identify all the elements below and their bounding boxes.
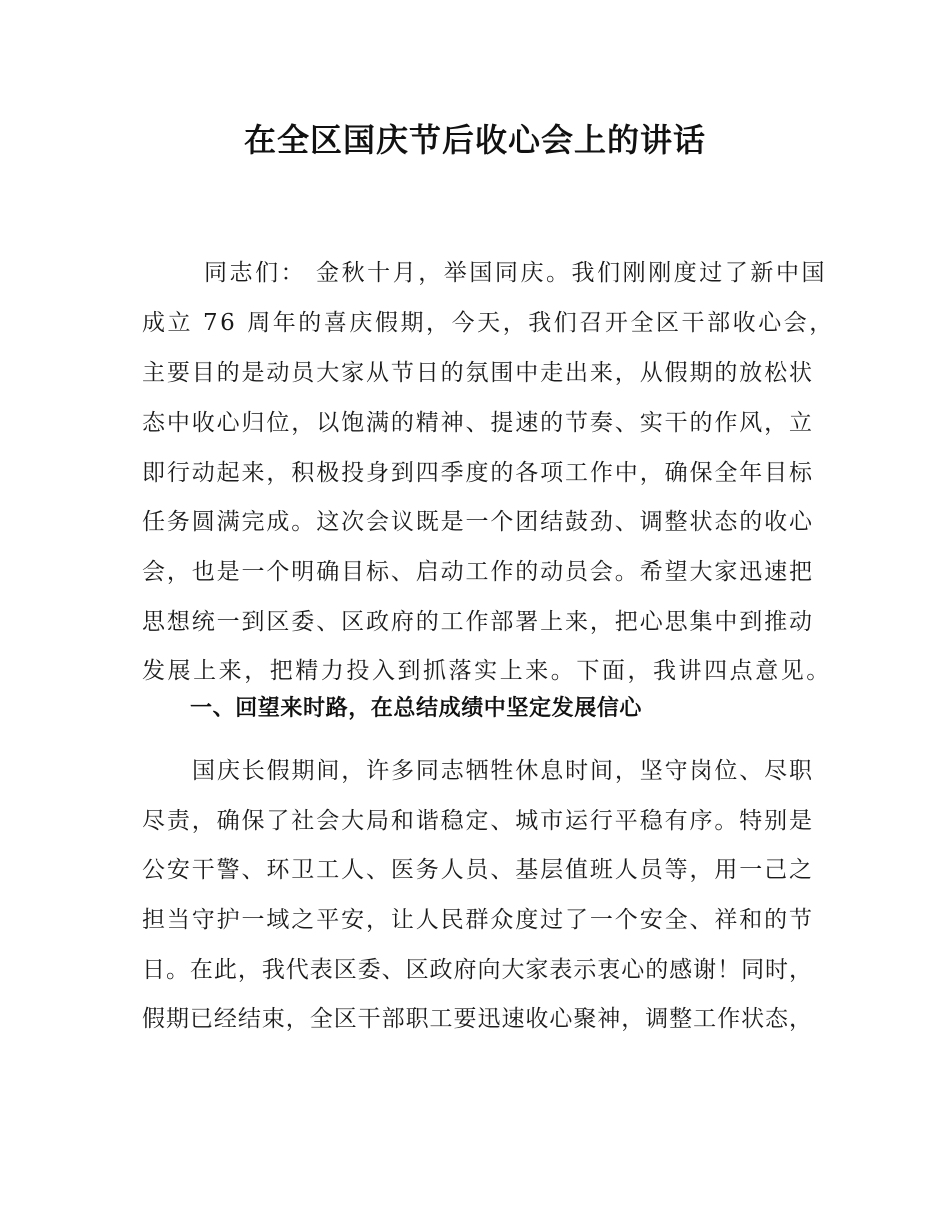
paragraph-line: 即行动起来，积极投身到四季度的各项工作中，确保全年目标 bbox=[142, 460, 812, 486]
paragraph-line: 成立 76 周年的喜庆假期，今天，我们召开全区干部收心会， bbox=[142, 310, 835, 336]
section-heading: 一、回望来时路，在总结成绩中坚定发展信心 bbox=[190, 696, 643, 721]
paragraph-line: 态中收心归位，以饱满的精神、提速的节奏、实干的作风，立 bbox=[142, 410, 812, 436]
paragraph-line: 主要目的是动员大家从节日的氛围中走出来，从假期的放松状 bbox=[142, 360, 812, 386]
paragraph-line: 担当守护一域之平安，让人民群众度过了一个安全、祥和的节 bbox=[142, 907, 812, 933]
paragraph-line: 会，也是一个明确目标、启动工作的动员会。希望大家迅速把 bbox=[142, 559, 812, 585]
paragraph-line: 国庆长假期间，许多同志牺牲休息时间，坚守岗位、尽职 bbox=[192, 758, 812, 784]
paragraph-line: 假期已经结束，全区干部职工要迅速收心聚神，调整工作状态， bbox=[142, 1006, 812, 1032]
paragraph-line: 同志们： 金秋十月，举国同庆。我们刚刚度过了新中国 bbox=[204, 260, 828, 286]
paragraph-line: 思想统一到区委、区政府的工作部署上来，把心思集中到推动 bbox=[142, 609, 812, 635]
paragraph-line: 任务圆满完成。这次会议既是一个团结鼓劲、调整状态的收心 bbox=[142, 509, 812, 535]
paragraph-line: 公安干警、环卫工人、医务人员、基层值班人员等，用一己之 bbox=[142, 857, 812, 883]
paragraph-line: 尽责，确保了社会大局和谐稳定、城市运行平稳有序。特别是 bbox=[142, 808, 812, 834]
paragraph-line: 发展上来，把精力投入到抓落实上来。下面，我讲四点意见。 bbox=[142, 658, 832, 684]
document-title: 在全区国庆节后收心会上的讲话 bbox=[243, 121, 706, 159]
paragraph-line: 日。在此，我代表区委、区政府向大家表示衷心的感谢！同时， bbox=[142, 957, 812, 983]
